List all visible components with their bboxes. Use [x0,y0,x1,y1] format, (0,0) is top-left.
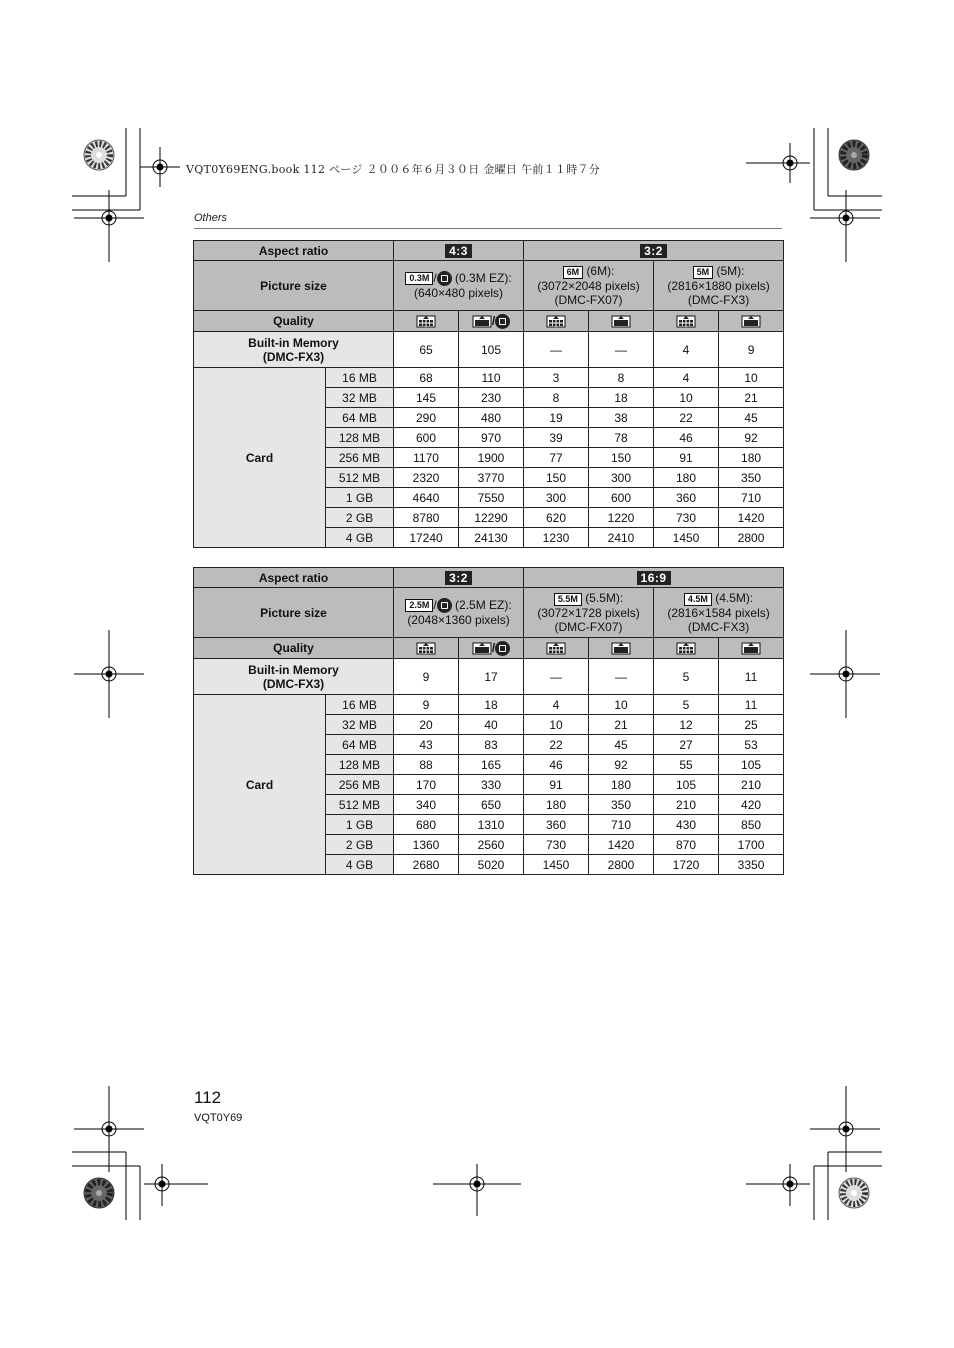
value-cell: 340 [394,795,459,815]
size-slash: / [433,270,437,285]
value-cell: 5 [654,659,719,695]
card-size: 1 GB [326,815,394,835]
card-size: 16 MB [326,695,394,715]
value-cell: 165 [459,755,524,775]
registration-mark-icon [746,143,810,183]
card-size: 256 MB [326,775,394,795]
value-cell: 20 [394,715,459,735]
builtin-label-line1: Built-in Memory [248,335,339,350]
value-cell: 2680 [394,855,459,875]
value-cell: 2800 [589,855,654,875]
value-cell: 600 [589,488,654,508]
page-number: 112 [194,1088,222,1107]
card-label: Card [194,695,326,875]
value-cell: 22 [654,408,719,428]
value-cell: 12 [654,715,719,735]
card-size: 64 MB [326,735,394,755]
card-size: 32 MB [326,715,394,735]
value-cell: 40 [459,715,524,735]
registration-mark-icon [810,190,880,262]
value-cell: 5 [654,695,719,715]
value-cell: 17240 [394,528,459,548]
value-cell: 330 [459,775,524,795]
value-cell: 22 [524,735,589,755]
value-cell: 4 [524,695,589,715]
value-cell: 350 [719,468,784,488]
value-cell: 39 [524,428,589,448]
picture-size-label: Picture size [194,261,394,311]
value-cell: 1420 [589,835,654,855]
aspect-ratio-label: Aspect ratio [194,568,394,588]
value-cell: 730 [654,508,719,528]
value-cell: 92 [719,428,784,448]
color-bar-icon [839,1178,869,1208]
value-cell: 300 [589,468,654,488]
size-5m-icon: 5M [693,266,714,279]
card-size: 2 GB [326,508,394,528]
value-cell: 88 [394,755,459,775]
picture-size-label: Picture size [194,588,394,638]
size-desc-line3: (DMC-FX07) [554,292,623,307]
card-size: 1 GB [326,488,394,508]
registration-mark-icon [74,190,144,262]
card-size: 128 MB [326,428,394,448]
value-cell: 91 [654,448,719,468]
value-cell: 850 [719,815,784,835]
value-cell: 970 [459,428,524,448]
value-cell: 150 [524,468,589,488]
value-cell: 9 [394,659,459,695]
value-cell: 4 [654,332,719,368]
value-cell: 24130 [459,528,524,548]
builtin-label-line2: (DMC-FX3) [262,349,325,364]
value-cell: 83 [459,735,524,755]
aspect-badge-4-3: 4:3 [445,244,472,258]
value-cell: 19 [524,408,589,428]
value-cell: 11 [719,659,784,695]
value-cell: 210 [654,795,719,815]
value-cell: 180 [719,448,784,468]
registration-mark-icon [74,1086,144,1172]
size-desc-line2: (2816×1880 pixels) [667,278,770,293]
card-label: Card [194,368,326,548]
aspect-badge-16-9: 16:9 [637,571,671,585]
value-cell: 1310 [459,815,524,835]
value-cell: 1230 [524,528,589,548]
value-cell: 10 [524,715,589,735]
aspect-ratio-label: Aspect ratio [194,241,394,261]
quality-label: Quality [194,311,394,332]
value-cell: 210 [719,775,784,795]
value-cell: 21 [589,715,654,735]
value-cell: 12290 [459,508,524,528]
size-desc-line1: (5M): [716,264,745,279]
value-cell: 105 [654,775,719,795]
builtin-label-line1: Built-in Memory [248,662,339,677]
size-desc-line2: (640×480 pixels) [413,286,504,301]
value-cell: — [589,332,654,368]
value-cell: 9 [394,695,459,715]
value-cell: 8 [524,388,589,408]
value-cell: 3770 [459,468,524,488]
value-cell: 1220 [589,508,654,528]
value-cell: 110 [459,368,524,388]
value-cell: 600 [394,428,459,448]
value-cell: 1720 [654,855,719,875]
value-cell: 18 [589,388,654,408]
value-cell: 180 [589,775,654,795]
size-0-3m-icon: 0.3M [405,272,433,285]
card-size: 512 MB [326,468,394,488]
size-6m-icon: 6M [563,266,584,279]
registration-mark-icon [433,1164,521,1216]
quality-label: Quality [194,638,394,659]
size-desc-line3: (DMC-FX07) [554,619,623,634]
size-4-5m-icon: 4.5M [684,593,712,606]
size-2-5m-icon: 2.5M [405,599,433,612]
value-cell: 45 [719,408,784,428]
size-desc-line1: (6M): [586,264,615,279]
registration-mark-icon [810,630,880,718]
value-cell: — [524,332,589,368]
value-cell: 620 [524,508,589,528]
size-desc-line2: (3072×2048 pixels) [537,278,640,293]
size-desc-line1: (2.5M EZ): [455,597,512,612]
size-desc-line1: (4.5M): [715,591,754,606]
value-cell: 2320 [394,468,459,488]
value-cell: 180 [654,468,719,488]
color-bar-icon [839,140,869,170]
value-cell: 21 [719,388,784,408]
value-cell: 1450 [654,528,719,548]
value-cell: 55 [654,755,719,775]
document-code: VQT0Y69 [194,1112,243,1124]
card-size: 4 GB [326,855,394,875]
aspect-badge-3-2: 3:2 [445,571,472,585]
value-cell: — [524,659,589,695]
size-desc-line3: (DMC-FX3) [687,292,750,307]
value-cell: 170 [394,775,459,795]
value-cell: 360 [654,488,719,508]
value-cell: 65 [394,332,459,368]
quality-slash: / [491,641,496,656]
value-cell: 1170 [394,448,459,468]
value-cell: 43 [394,735,459,755]
value-cell: 10 [719,368,784,388]
size-desc-line2: (3072×1728 pixels) [537,605,640,620]
registration-mark-icon [140,147,180,187]
value-cell: 680 [394,815,459,835]
value-cell: 145 [394,388,459,408]
size-slash: / [433,597,437,612]
card-size: 256 MB [326,448,394,468]
size-desc-line2: (2048×1360 pixels) [407,613,510,628]
value-cell: 2560 [459,835,524,855]
value-cell: 10 [654,388,719,408]
value-cell: 1360 [394,835,459,855]
value-cell: 11 [719,695,784,715]
registration-mark-icon [144,1164,208,1206]
card-size: 2 GB [326,835,394,855]
value-cell: 4640 [394,488,459,508]
card-size: 4 GB [326,528,394,548]
section-label: Others [194,212,228,224]
card-size: 128 MB [326,755,394,775]
value-cell: 3 [524,368,589,388]
value-cell: 105 [459,332,524,368]
value-cell: 180 [524,795,589,815]
value-cell: 420 [719,795,784,815]
value-cell: 1450 [524,855,589,875]
value-cell: 2410 [589,528,654,548]
value-cell: 150 [589,448,654,468]
value-cell: 5020 [459,855,524,875]
color-bar-icon [84,1178,114,1208]
builtin-label-line2: (DMC-FX3) [262,676,325,691]
value-cell: 77 [524,448,589,468]
value-cell: 46 [524,755,589,775]
value-cell: 710 [589,815,654,835]
value-cell: 710 [719,488,784,508]
value-cell: 46 [654,428,719,448]
size-desc-line2: (2816×1584 pixels) [667,605,770,620]
value-cell: 9 [719,332,784,368]
value-cell: 650 [459,795,524,815]
value-cell: 92 [589,755,654,775]
aspect-badge-3-2: 3:2 [640,244,667,258]
value-cell: 290 [394,408,459,428]
value-cell: 38 [589,408,654,428]
registration-mark-icon [746,1164,810,1206]
value-cell: 27 [654,735,719,755]
card-size: 512 MB [326,795,394,815]
value-cell: 1900 [459,448,524,468]
value-cell: 45 [589,735,654,755]
value-cell: 78 [589,428,654,448]
registration-mark-icon [74,630,144,718]
registration-mark-icon [810,1086,880,1172]
value-cell: 18 [459,695,524,715]
value-cell: 230 [459,388,524,408]
value-cell: 300 [524,488,589,508]
value-cell: 350 [589,795,654,815]
value-cell: 68 [394,368,459,388]
value-cell: 870 [654,835,719,855]
value-cell: 53 [719,735,784,755]
card-size: 16 MB [326,368,394,388]
value-cell: 430 [654,815,719,835]
file-header: VQT0Y69ENG.book 112 ページ ２００６年６月３０日 金曜日 午前１１時７分 [186,163,601,176]
size-desc-line3: (DMC-FX3) [687,619,750,634]
value-cell: 91 [524,775,589,795]
value-cell: 1420 [719,508,784,528]
value-cell: 10 [589,695,654,715]
card-size: 32 MB [326,388,394,408]
value-cell: 4 [654,368,719,388]
value-cell: 7550 [459,488,524,508]
card-size: 64 MB [326,408,394,428]
size-5-5m-icon: 5.5M [554,593,582,606]
color-bar-icon [84,140,114,170]
value-cell: 480 [459,408,524,428]
value-cell: 2800 [719,528,784,548]
value-cell: 360 [524,815,589,835]
value-cell: 8780 [394,508,459,528]
value-cell: — [589,659,654,695]
size-desc-line1: (0.3M EZ): [455,270,512,285]
value-cell: 3350 [719,855,784,875]
value-cell: 8 [589,368,654,388]
value-cell: 730 [524,835,589,855]
quality-slash: / [491,314,496,329]
value-cell: 17 [459,659,524,695]
value-cell: 105 [719,755,784,775]
size-desc-line1: (5.5M): [585,591,624,606]
value-cell: 1700 [719,835,784,855]
value-cell: 25 [719,715,784,735]
